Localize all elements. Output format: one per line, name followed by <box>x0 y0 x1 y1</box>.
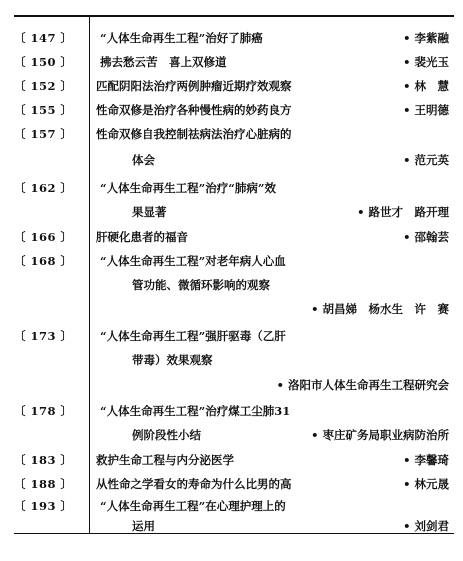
page-number: 〔 152 〕 <box>14 79 73 93</box>
toc-entry-continued <box>0 425 463 445</box>
entry-author: • 王明德 <box>403 103 449 117</box>
toc-entry <box>0 326 463 346</box>
entry-author: • 范元英 <box>403 153 449 167</box>
toc-entry <box>0 178 463 198</box>
entry-author: • 裴光玉 <box>403 55 449 69</box>
entry-title-continued: 带毒）效果观察 <box>132 353 213 367</box>
entry-title-continued: 果显著 <box>132 205 167 219</box>
top-rule <box>14 15 454 17</box>
entry-title: “人体生命再生工程”治疗煤工尘肺31 <box>100 404 291 418</box>
entry-title: “人体生命再生工程”治疗“肺病”效 <box>100 181 276 195</box>
entry-author: • 李紫融 <box>403 31 449 45</box>
entry-author: • 胡昌娣 杨水生 许 赛 <box>311 302 449 316</box>
page-number: 〔 147 〕 <box>14 31 73 45</box>
toc-entry <box>0 124 463 144</box>
page-number: 〔 173 〕 <box>14 329 73 343</box>
entry-title-continued: 管功能、微循环影响的观察 <box>132 278 270 292</box>
page-number: 〔 150 〕 <box>14 55 73 69</box>
toc-entry-continued <box>0 275 463 295</box>
entry-title-continued: 例阶段性小结 <box>132 428 201 442</box>
toc-entry-continued <box>0 520 463 532</box>
toc-entry <box>0 251 463 271</box>
entry-title: 从性命之学看女的寿命为什么比男的高 <box>96 477 292 491</box>
page-number: 〔 193 〕 <box>14 499 73 513</box>
entry-title: 匹配阴阳法治疗两例肿瘤近期疗效观察 <box>96 79 292 93</box>
toc-entry-authors <box>0 299 463 319</box>
entry-author: • 林 慧 <box>403 79 449 93</box>
entry-title: 肝硬化患者的福音 <box>96 230 188 244</box>
toc-entry-continued <box>0 202 463 222</box>
toc-entry-continued <box>0 150 463 170</box>
page-number: 〔 178 〕 <box>14 404 73 418</box>
page-number: 〔 183 〕 <box>14 453 73 467</box>
entry-author: • 枣庄矿务局职业病防治所 <box>311 428 449 442</box>
toc-entry <box>0 496 463 516</box>
entry-author: • 刘剑君 <box>403 519 449 533</box>
entry-author: • 李馨琦 <box>403 453 449 467</box>
page-number: 〔 157 〕 <box>14 127 73 141</box>
entry-author: • 洛阳市人体生命再生工程研究会 <box>276 378 449 392</box>
toc-entry <box>0 450 463 470</box>
entry-title: 救护生命工程与内分泌医学 <box>96 453 234 467</box>
entry-author: • 路世才 路开理 <box>357 205 449 219</box>
page-number: 〔 188 〕 <box>14 477 73 491</box>
entry-title: 性命双修自我控制祛病法治疗心脏病的 <box>96 127 292 141</box>
page-number: 〔 168 〕 <box>14 254 73 268</box>
entry-title-continued: 运用 <box>132 519 155 533</box>
toc-entry-continued <box>0 350 463 370</box>
page-number: 〔 162 〕 <box>14 181 73 195</box>
toc-entry <box>0 100 463 120</box>
entry-title: “人体生命再生工程”对老年病人心血 <box>100 254 286 268</box>
page-number: 〔 155 〕 <box>14 103 73 117</box>
page-number: 〔 166 〕 <box>14 230 73 244</box>
toc-entry <box>0 401 463 421</box>
toc-entry <box>0 474 463 494</box>
entry-title: “人体生命再生工程”在心理护理上的 <box>100 499 286 513</box>
toc-entry <box>0 76 463 96</box>
toc-entry-authors <box>0 375 463 395</box>
toc-entry <box>0 28 463 48</box>
entry-title: 性命双修是治疗各种慢性病的妙药良方 <box>96 103 292 117</box>
entry-title-continued: 体会 <box>132 153 155 167</box>
entry-title: “人体生命再生工程”强肝驱毒（乙肝 <box>100 329 286 343</box>
entry-author: • 林元晟 <box>403 477 449 491</box>
bottom-rule <box>14 533 454 534</box>
toc-entry <box>0 52 463 72</box>
entry-author: • 邵翰芸 <box>403 230 449 244</box>
toc-entry <box>0 227 463 247</box>
entry-title: 拂去愁云苦 喜上双修道 <box>100 55 227 69</box>
entry-title: “人体生命再生工程”治好了肺癌 <box>100 31 263 45</box>
